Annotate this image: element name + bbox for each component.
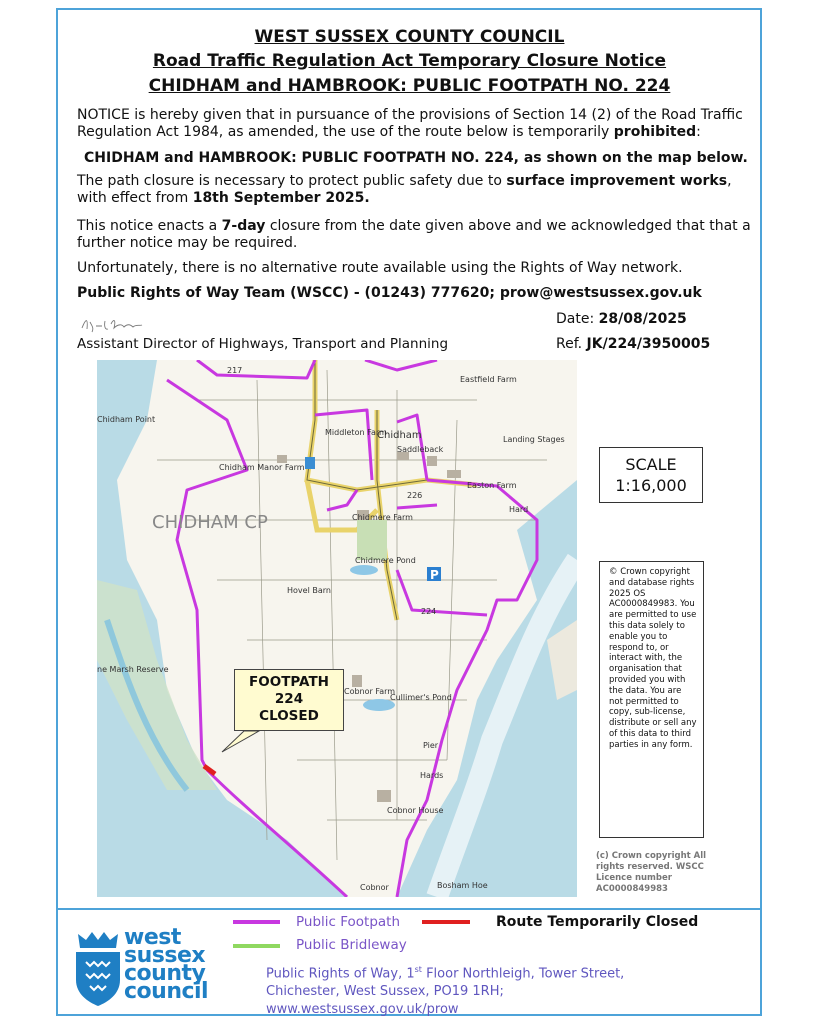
map-graphic <box>97 360 577 897</box>
notice-paragraph: NOTICE is hereby given that in pursuance of the provisions of Section 14 (2) of the Road Traffic Regulation Act 1984, as amended, the use of the route below is temporarily prohibited: <box>77 107 743 140</box>
copyright-box: © Crown copyright and database rights 2025 OS AC0000849983. You are permitted to use this data solely to enable you to respond to, or interact with, the organisation that provided you with the data. You are not permitted to copy, sub-license, distribute or sell any of this data to third parties in any form. <box>599 561 704 838</box>
map-label: Pier <box>423 741 439 750</box>
scale-box: SCALE 1:16,000 <box>599 447 703 503</box>
date-line: Date: 28/08/2025 <box>556 311 687 327</box>
map-label: Hards <box>420 771 444 780</box>
map-label: Cobnor Farm <box>344 687 396 696</box>
map-label: Cobnor House <box>387 806 444 815</box>
map-label: ne Marsh Reserve <box>97 665 169 674</box>
parish-label: CHIDHAM CP <box>152 512 268 533</box>
map-label: Landing Stages <box>503 435 565 444</box>
footpath-swatch <box>233 920 280 924</box>
prow-link[interactable]: www.westsussex.gov.uk/prow <box>266 1002 459 1018</box>
contact-line: Public Rights of Way Team (WSCC) - (01243) 777620; prow@westsussex.gov.uk <box>77 285 702 301</box>
map-label: Hard <box>509 505 529 514</box>
map-label: Easton Farm <box>467 481 517 490</box>
council-crest-icon <box>72 930 124 1008</box>
path-number: 224 <box>421 607 437 616</box>
map-label: Chidmere Farm <box>352 513 413 522</box>
parking-icon: P <box>430 568 439 582</box>
copyright-small: (c) Crown copyright All rights reserved. WSCC Licence number AC0000849983 <box>596 851 707 894</box>
legend-footpath: Public Footpath <box>296 914 401 930</box>
signatory: Assistant Director of Highways, Transport and Planning <box>77 336 449 352</box>
path-number: 217 <box>227 366 243 375</box>
closed-swatch <box>422 920 470 924</box>
reason-paragraph: The path closure is necessary to protect public safety due to surface improvement works, with effect from 18th September 2025. <box>77 173 732 206</box>
path-number: 226 <box>407 491 423 500</box>
route-title: CHIDHAM and HAMBROOK: PUBLIC FOOTPATH NO. 224 <box>148 76 671 96</box>
footer-divider <box>58 908 760 910</box>
map-label: Bosham Hoe <box>437 881 488 890</box>
map-label: Cobnor <box>360 883 389 892</box>
map-label: Chidmere Pond <box>355 556 416 565</box>
map-label: Cullimer's Pond <box>390 693 452 702</box>
map-label: Chidham Manor Farm <box>219 463 305 472</box>
alternative-paragraph: Unfortunately, there is no alternative route available using the Rights of Way network. <box>77 260 683 276</box>
signature-icon <box>78 312 148 338</box>
duration-paragraph: This notice enacts a 7-day closure from the date given above and we acknowledged that that a further notice may be required. <box>77 218 751 251</box>
route-map <box>97 360 577 897</box>
map-label: Saddleback <box>397 445 444 454</box>
closure-callout: FOOTPATH 224 CLOSED <box>234 669 344 731</box>
map-label: Chidham Point <box>97 415 156 424</box>
map-label: Eastfield Farm <box>460 375 517 384</box>
legend-bridleway: Public Bridleway <box>296 937 407 953</box>
council-title: WEST SUSSEX COUNTY COUNCIL <box>254 27 565 47</box>
reference-line: Ref. JK/224/3950005 <box>556 336 711 352</box>
footer-address: Public Rights of Way, 1st Floor Northleigh, Tower Street, Chichester, West Sussex, PO19 1RH; www.westsussex.gov.uk/prow <box>266 961 686 1019</box>
bridleway-swatch <box>233 944 280 948</box>
route-line: CHIDHAM and HAMBROOK: PUBLIC FOOTPATH NO. 224, as shown on the map below. <box>84 150 748 166</box>
council-logo: west sussex county council <box>124 925 209 1004</box>
map-label: Middleton Farm <box>325 428 387 437</box>
map-label: Hovel Barn <box>287 586 331 595</box>
notice-type: Road Traffic Regulation Act Temporary Closure Notice <box>152 51 667 71</box>
village-label: Chidham <box>377 430 422 441</box>
legend-closed: Route Temporarily Closed <box>496 914 699 930</box>
